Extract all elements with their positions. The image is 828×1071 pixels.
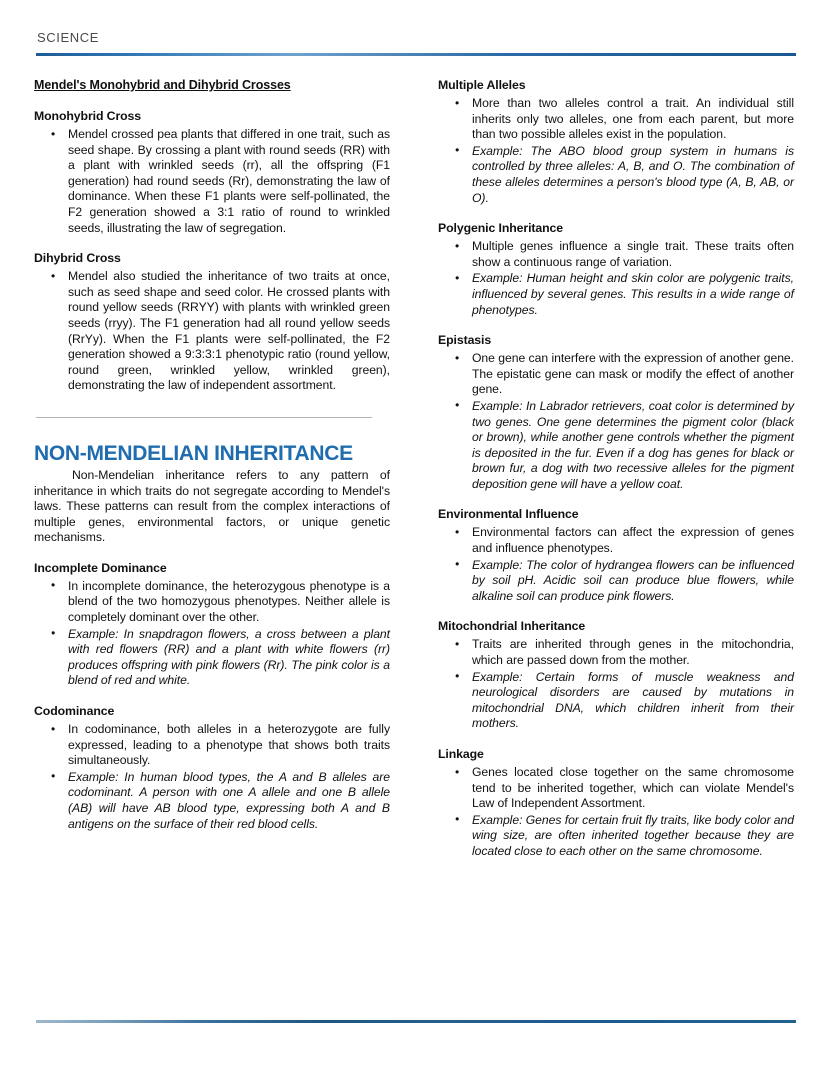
bullet-item: • Genes located close together on the same chromosome tend to be inherited together, which can violate Mendel's Law of Independent Assortment. (438, 765, 794, 812)
bullet-list (438, 96, 794, 206)
bullet-list (34, 269, 390, 394)
section-heading: Incomplete Dominance (34, 560, 167, 575)
section-heading: Linkage (438, 747, 484, 761)
bullet-list (34, 127, 390, 236)
bullet-list (34, 579, 390, 689)
bullet-item: • Example: Genes for certain fruit fly traits, like body color and wing size, are often inherited together because they are located close to each other on the same chromosome. (438, 813, 794, 860)
bullet-list (438, 239, 794, 318)
feature-sections (34, 561, 390, 832)
content-section (438, 507, 794, 604)
content-section (438, 619, 794, 732)
bullet-item: • In codominance, both alleles in a heterozygote are fully expressed, leading to a phenotype that shows both traits simultaneously. (34, 722, 390, 769)
content-section (34, 704, 390, 832)
bullet-item: • Example: In Labrador retrievers, coat color is determined by two genes. One gene determines the pigment color (black or brown), while another gene controls whether the pigment is deposited in the fur. Even if a dog has genes for black or brown fur, a dog with two recessive alleles for the pigment deposition gene will have a yellow coat. (438, 399, 794, 493)
bullet-item: • Example: Certain forms of muscle weakness and neurological disorders are caused by mutations in mitochondrial DNA, which children inherit from their mothers. (438, 670, 794, 732)
header-divider-rule (36, 53, 796, 56)
right-column (438, 78, 794, 875)
bullet-item: • Mendel also studied the inheritance of two traits at once, such as seed shape and seed color. He crossed plants with round yellow seeds (RRYY) with plants with wrinkled green seeds (rryy). The F1 generation had all round yellow seeds (RrYy). When the F1 plants were self-pollinated, the F2 generation showed a 9:3:3:1 phenotypic ratio (round yellow, round green, wrinkled yellow, wrinkled green), demonstrating the law of independent assortment. (34, 269, 390, 394)
feature-heading: NON-MENDELIAN INHERITANCE (34, 441, 353, 465)
bullet-item: • Example: Human height and skin color are polygenic traits, influenced by several genes. This results in a wide range of phenotypes. (438, 271, 794, 318)
header-subject-label: SCIENCE (37, 30, 99, 45)
bullet-item: • Traits are inherited through genes in the mitochondria, which are passed down from the mother. (438, 637, 794, 668)
section-heading: Codominance (34, 704, 115, 719)
bullet-item: • Example: In snapdragon flowers, a cross between a plant with red flowers (RR) and a plant with white flowers (rr) produces offspring with pink flowers (Rr). The pink color is a blend of red and white. (34, 627, 390, 689)
section-heading: Environmental Influence (438, 507, 579, 522)
content-section (438, 333, 794, 492)
left-column (34, 78, 390, 847)
two-column-body (34, 78, 794, 875)
content-section (438, 221, 794, 318)
section-heading: Polygenic Inheritance (438, 221, 564, 236)
content-section (34, 251, 390, 394)
page-header (34, 0, 794, 56)
content-section (438, 78, 794, 206)
bullet-item: • Multiple genes influence a single trait. These traits often show a continuous range of variation. (438, 239, 794, 270)
document-title: Mendel's Monohybrid and Dihybrid Crosses (34, 78, 291, 92)
content-section (438, 747, 794, 860)
bullet-item: • Example: The ABO blood group system in humans is controlled by three alleles: A, B, and O. The combination of these alleles determines a person's blood type (A, B, AB, or O). (438, 144, 794, 206)
section-heading: Epistasis (438, 333, 492, 348)
right-column-sections (438, 78, 794, 860)
bullet-item: • Mendel crossed pea plants that differed in one trait, such as seed shape. By crossing a plant with round seeds (RR) with a plant with wrinkled seeds (rr), all the offspring (F1 generation) had round seeds (Rr), demonstrating the law of dominance. When these F1 plants were self-pollinated, the F2 generation showed a 3:1 ratio of round to wrinkled seeds, illustrating the law of segregation. (34, 127, 390, 236)
section-heading: Multiple Alleles (438, 78, 526, 92)
bullet-item: • Example: In human blood types, the A and B alleles are codominant. A person with one A allele and one B allele (AB) will have AB blood type, expressing both A and B antigens on the surface of their red blood cells. (34, 770, 390, 832)
bullet-list (438, 351, 794, 492)
content-section (34, 109, 390, 236)
bullet-list (34, 722, 390, 832)
footer-divider-rule (36, 1020, 796, 1023)
bullet-list (438, 525, 794, 604)
section-divider-rule (36, 417, 372, 418)
section-heading: Dihybrid Cross (34, 251, 121, 266)
bullet-item: • Environmental factors can affect the expression of genes and influence phenotypes. (438, 525, 794, 556)
section-heading: Monohybrid Cross (34, 109, 142, 123)
content-section (34, 561, 390, 689)
bullet-item: • More than two alleles control a trait. An individual still inherits only two alleles, one from each parent, but more than two possible alleles exist in the population. (438, 96, 794, 143)
feature-intro-paragraph: Non-Mendelian inheritance refers to any pattern of inheritance in which traits do not segregate according to Mendel's laws. These patterns can result from the complex interactions of multiple genes, environmental factors, or unique genetic mechanisms. (34, 467, 390, 545)
bullet-item: • One gene can interfere with the expression of another gene. The epistatic gene can mask or modify the effect of another gene. (438, 351, 794, 398)
bullet-item: • In incomplete dominance, the heterozygous phenotype is a blend of the two homozygous phenotypes. Neither allele is completely dominant over the other. (34, 579, 390, 626)
left-column-sections (34, 109, 390, 394)
bullet-list (438, 637, 794, 732)
bullet-list (438, 765, 794, 860)
section-heading: Mitochondrial Inheritance (438, 619, 586, 634)
bullet-item: • Example: The color of hydrangea flowers can be influenced by soil pH. Acidic soil can produce blue flowers, while alkaline soil can produce pink flowers. (438, 558, 794, 605)
